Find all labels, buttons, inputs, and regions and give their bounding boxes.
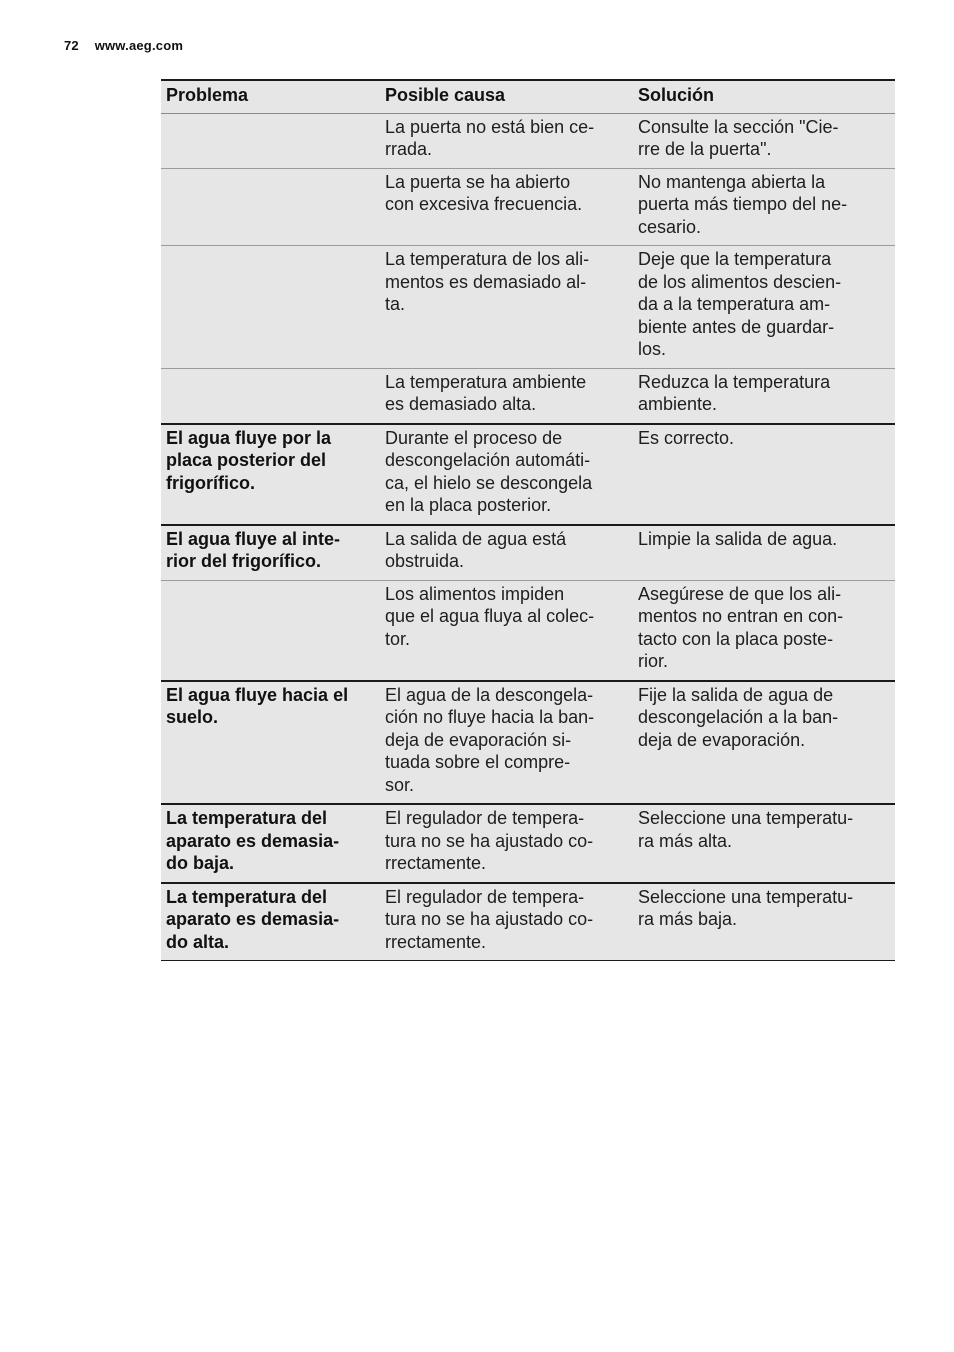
table-row xyxy=(161,113,895,168)
table-row xyxy=(161,168,895,246)
table-row xyxy=(161,681,895,805)
table-body xyxy=(161,113,895,961)
website-url: www.aeg.com xyxy=(94,38,184,53)
problem-cell: El agua fluye hacia el suelo. xyxy=(161,681,380,805)
solution-cell: Seleccione una temperatu- ra más alta. xyxy=(633,804,895,883)
solution-cell: Asegúrese de que los ali- mentos no entran en con- tacto con la placa poste- rior. xyxy=(633,580,895,681)
cause-cell: La temperatura de los ali- mentos es demasiado al- ta. xyxy=(380,246,633,369)
problem-cell: La temperatura del aparato es demasia- do baja. xyxy=(161,804,380,883)
solution-cell: No mantenga abierta la puerta más tiempo del ne- cesario. xyxy=(633,168,895,246)
solution-cell: Limpie la salida de agua. xyxy=(633,525,895,581)
table-row xyxy=(161,368,895,424)
solution-cell: Seleccione una temperatu- ra más baja. xyxy=(633,883,895,961)
cause-cell: La temperatura ambiente es demasiado alta. xyxy=(380,368,633,424)
solution-cell: Fije la salida de agua de descongelación a la ban- deja de evaporación. xyxy=(633,681,895,805)
problem-cell xyxy=(161,580,380,681)
cause-cell: La puerta se ha abierto con excesiva frecuencia. xyxy=(380,168,633,246)
cause-cell: Durante el proceso de descongelación automáti- ca, el hielo se descongela en la placa posterior. xyxy=(380,424,633,525)
problem-cell: El agua fluye por la placa posterior del frigorífico. xyxy=(161,424,380,525)
cause-cell: La salida de agua está obstruida. xyxy=(380,525,633,581)
table-header xyxy=(161,80,895,113)
solution-cell: Consulte la sección "Cie- rre de la puerta". xyxy=(633,113,895,168)
solution-cell: Reduzca la temperatura ambiente. xyxy=(633,368,895,424)
page-number: 72 xyxy=(64,38,79,53)
cause-cell: El regulador de tempera- tura no se ha ajustado co- rrectamente. xyxy=(380,883,633,961)
cause-cell: Los alimentos impiden que el agua fluya al colec- tor. xyxy=(380,580,633,681)
problem-cell xyxy=(161,368,380,424)
solution-cell: Es correcto. xyxy=(633,424,895,525)
solution-cell: Deje que la temperatura de los alimentos descien- da a la temperatura am- biente antes de guardar- los. xyxy=(633,246,895,369)
table-row xyxy=(161,804,895,883)
table-row xyxy=(161,525,895,581)
problem-cell: El agua fluye al inte- rior del frigorífico. xyxy=(161,525,380,581)
problem-cell: La temperatura del aparato es demasia- do alta. xyxy=(161,883,380,961)
column-header-solution: Solución xyxy=(633,80,895,113)
cause-cell: La puerta no está bien ce- rrada. xyxy=(380,113,633,168)
page-header xyxy=(64,38,183,53)
cause-cell: El regulador de tempera- tura no se ha ajustado co- rrectamente. xyxy=(380,804,633,883)
problem-cell xyxy=(161,168,380,246)
troubleshooting-table xyxy=(161,79,895,961)
column-header-cause: Posible causa xyxy=(380,80,633,113)
table-row xyxy=(161,424,895,525)
cause-cell: El agua de la descongela- ción no fluye hacia la ban- deja de evaporación si- tuada sobre el compre- sor. xyxy=(380,681,633,805)
column-header-problem: Problema xyxy=(161,80,380,113)
table-row xyxy=(161,580,895,681)
table-row xyxy=(161,883,895,961)
header-row xyxy=(161,80,895,113)
problem-cell xyxy=(161,113,380,168)
problem-cell xyxy=(161,246,380,369)
table-row xyxy=(161,246,895,369)
